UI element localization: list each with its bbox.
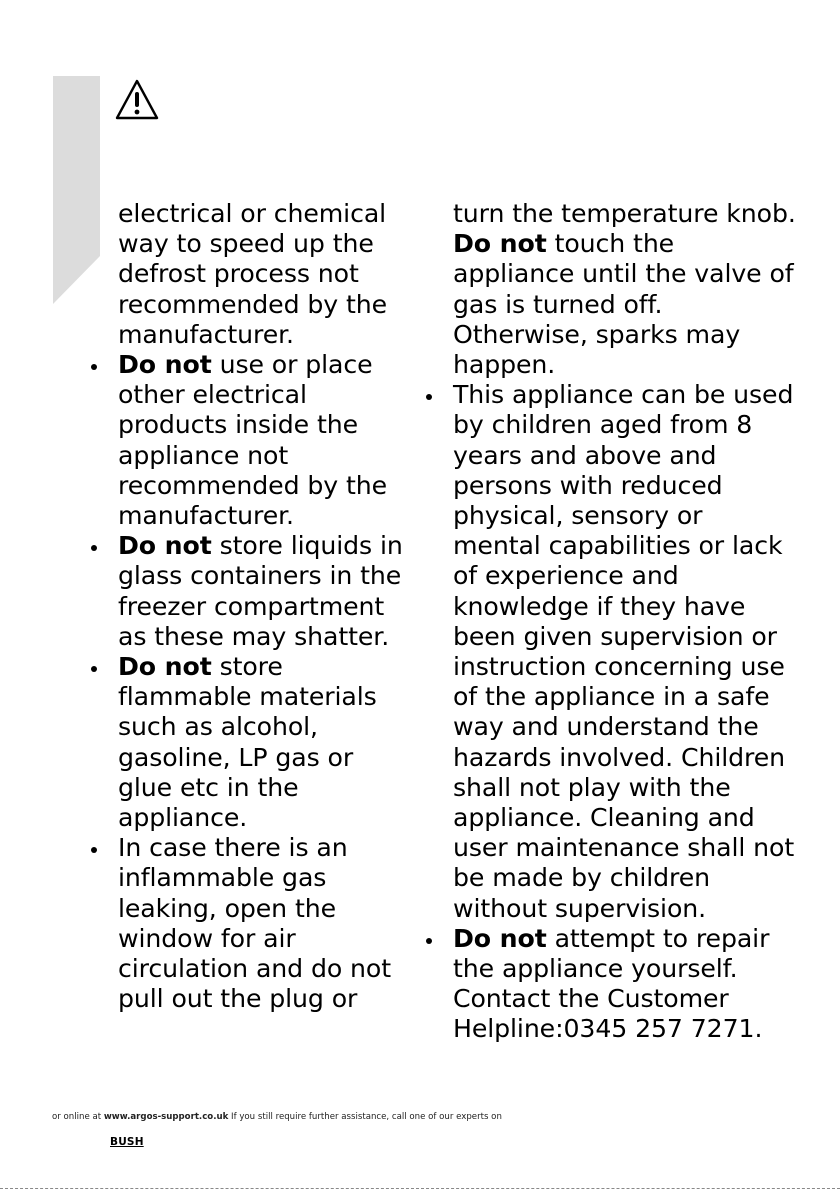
list-item xyxy=(88,833,410,1014)
warning-triangle-icon xyxy=(114,78,160,122)
list-item xyxy=(88,652,410,833)
item-text: store flammable materials such as alcohol, gasoline, LP gas or glue etc in the appliance. xyxy=(118,652,377,833)
item-lead: Do not xyxy=(453,923,547,953)
footer-suffix: If you still require further assistance, call one of our experts on xyxy=(228,1112,502,1122)
page-divider xyxy=(0,1188,840,1189)
list-item xyxy=(423,924,798,1045)
footer-prefix: or online at xyxy=(52,1112,104,1122)
item-text: electrical or chemical way to speed up the defrost process not recommended by the manufacturer. xyxy=(118,199,388,349)
item-text: attempt to repair the appliance yourself. Contact the Customer Helpline:0345 257 7271. xyxy=(453,923,770,1044)
item-text: store liquids in glass containers in the freezer compartment as these may shatter. xyxy=(118,531,403,651)
list-item xyxy=(88,199,410,350)
item-lead: Do not xyxy=(118,350,212,380)
brand-logo: BUSH xyxy=(110,1136,144,1148)
list-item xyxy=(423,380,798,924)
item-text: This appliance can be used by children aged from 8 years and above and persons with reduced physical, sensory or mental capabilities or lack of experience and knowledge if they have been given supervision or instruction concerning use of the appliance in a safe way and understand the hazards involved. Children shall not play with the appliance. Cleaning and user maintenance shall not be made by children without supervision. xyxy=(453,380,795,923)
item-lead: Do not xyxy=(453,229,547,259)
right-column xyxy=(423,199,798,1045)
support-link[interactable]: www.argos-support.co.uk xyxy=(103,1112,229,1122)
item-text: use or place other electrical products inside the appliance not recommended by the manufacturer. xyxy=(118,350,388,531)
list-item xyxy=(423,199,798,380)
list-item xyxy=(88,531,410,652)
item-text: touch the appliance until the valve of gas is turned off. Otherwise, sparks may happen. xyxy=(453,229,794,380)
footer-note xyxy=(52,1112,502,1122)
item-text: In case there is an inflammable gas leaking, open the window for air circulation and do not pull out the plug or xyxy=(118,833,391,1014)
left-column xyxy=(88,199,410,1014)
item-lead: Do not xyxy=(118,531,212,561)
item-lead: Do not xyxy=(118,652,212,682)
list-item xyxy=(88,350,410,531)
item-text-before: turn the temperature knob. xyxy=(453,199,796,228)
